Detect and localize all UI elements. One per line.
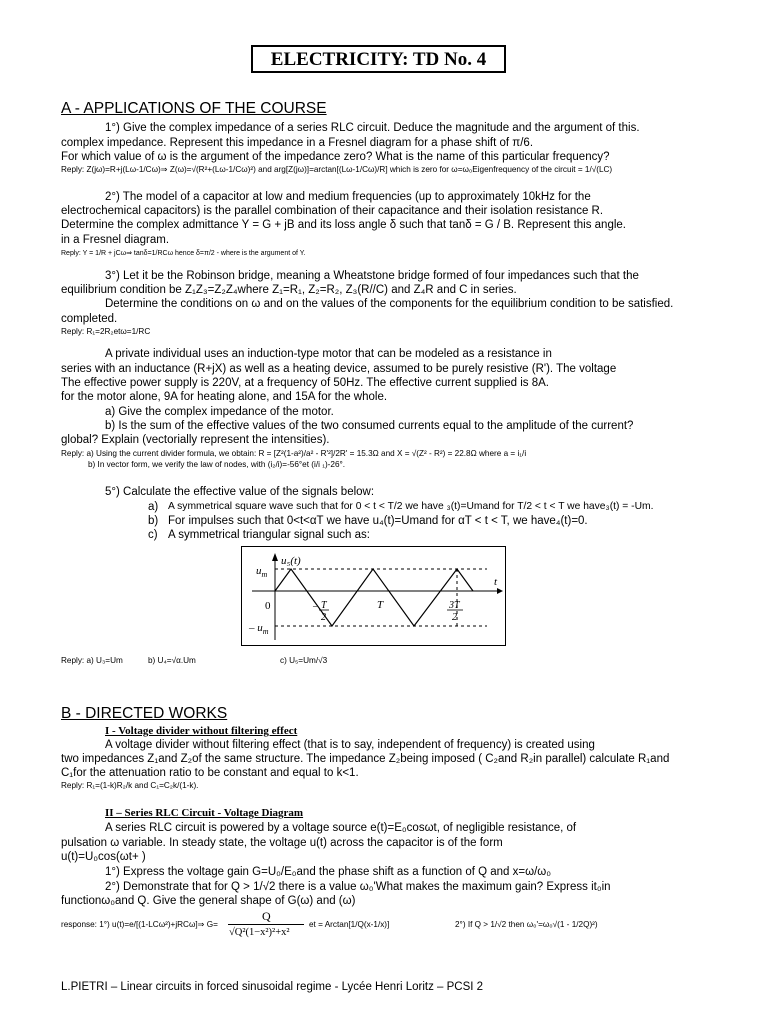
q3-line2: equilibrium condition be Z₁Z₃=Z₂Z₄where Z₁=R₁, Z₂=R₂, Z₃(R//C) and Z₄R and C in series. — [61, 284, 517, 296]
q4-line6: b) Is the sum of the effective values of the two consumed currents equal to the amplitude of the current? — [105, 420, 634, 432]
sub1-reply: Reply: R₁=(1-k)R₂/k and C₁=C₂k/(1-k). — [61, 781, 199, 790]
q2-line3: Determine the complex admittance Y = G + jB and its loss angle δ such that tanδ = G / B. Represent this angle. — [61, 219, 626, 231]
q5-a-label: a) — [148, 501, 159, 513]
sub1-title: I - Voltage divider without filtering effect — [105, 725, 298, 737]
triangular-wave — [275, 569, 473, 626]
gain-numerator: Q — [262, 909, 271, 923]
q4-line1: A private individual uses an induction-type motor that can be modeled as a resistance in — [105, 348, 552, 360]
q3-line1: 3°) Let it be the Robinson bridge, meaning a Wheatstone bridge formed of four impedances such that the — [105, 270, 639, 282]
footer: L.PIETRI – Linear circuits in forced sinusoidal regime - Lycée Henri Loritz – PCSI 2 — [61, 981, 484, 993]
sub2-line3: u(t)=U₀cos(ωt+ ) — [61, 851, 146, 863]
sub2-response-2: 2°) If Q > 1/√2 then ω₀'=ω₀√(1 - 1/2Q)²) — [455, 920, 598, 929]
q1-reply: Reply: Z(jω)=R+j(Lω-1/Cω)⇒ Z(ω)=√(R²+(Lω-1/Cω)²) and arg[Z(jω)]=arctan[(Lω-1/Cω)/R] which is zero for ω=ω₀Eigenfrequency of the circuit = 1/√(LC) — [61, 165, 613, 174]
sub2-line5: 2°) Demonstrate that for Q > 1/√2 there is a value ω₀'What makes the maximum gain? Express it₀in — [105, 881, 611, 893]
q4-line5: a) Give the complex impedance of the motor. — [105, 406, 334, 418]
q2-reply: Reply: Y = 1/R + jCω⇒ tanδ=1/RCω hence δ=π/2 - where is the argument of Y. — [61, 250, 306, 257]
q5-b-label: b) — [148, 515, 159, 527]
q5-reply-b: b) U₄=√α.Um — [148, 656, 196, 665]
tick-neg-T2-den: 2 — [321, 612, 326, 623]
q3-line4: completed. — [61, 313, 118, 325]
triangular-signal-graph — [241, 546, 506, 646]
page-title: ELECTRICITY: TD No. 4 — [251, 45, 506, 73]
q5-b-text: For impulses such that 0<t<αT we have u₄(t)=Umand for αT < t < T, we have₄(t)=0. — [168, 515, 588, 527]
triangular-signal-plot — [242, 547, 505, 645]
origin-label: 0 — [265, 600, 271, 612]
q1-line3: For which value of ω is the argument of the impedance zero? What is the name of this particular frequency? — [61, 151, 610, 163]
q5-reply-c: c) U₅=Um/√3 — [280, 656, 328, 665]
sub1-line1: A voltage divider without filtering effect (that is to say, independent of frequency) is created using — [105, 739, 595, 751]
sub2-line2: pulsation ω variable. In steady state, the voltage u(t) across the capacitor is of the form — [61, 837, 503, 849]
q4-line7: global? Explain (vectorially represent the intensities). — [61, 434, 330, 446]
neg-um-label: – $u_m$ — [249, 622, 269, 636]
sub1-line2: two impedances Z₁and Z₂of the same structure. The impedance Z₂being imposed ( C₂and R₂in parallel) calculate R₁and — [61, 753, 670, 765]
tick-neg-T2-sign: – — [313, 601, 318, 612]
section-a-heading: A - APPLICATIONS OF THE COURSE — [61, 100, 327, 117]
y-axis-arrow — [272, 553, 278, 561]
q1-line1: 1°) Give the complex impedance of a series RLC circuit. Deduce the magnitude and the argument of this. — [105, 122, 640, 134]
q5-a-text: A symmetrical square wave such that for 0 < t < T/2 we have ₃(t)=Umand for T/2 < t < T we have₃(t) = -Um. — [168, 501, 654, 512]
t-axis-arrow — [497, 588, 503, 594]
q2-line4: in a Fresnel diagram. — [61, 234, 170, 246]
gain-denominator: √Q²(1−x²)²+x² — [229, 927, 290, 938]
q4-line3: The effective power supply is 220V, at a frequency of 50Hz. The effective current supplied is 8A. — [61, 377, 549, 389]
tick-3T2-num: 3T — [449, 600, 460, 611]
um-label: $u_m$ — [256, 565, 268, 579]
sub2-line6: functionω₀and Q. Give the general shape of G(ω) and (ω) — [61, 895, 356, 907]
q4-reply-b: b) In vector form, we verify the law of nodes, with (i₂/i)=-56°et (i/i ₁)-26°. — [88, 460, 346, 469]
sub2-line4: 1°) Express the voltage gain G=U₀/E₀and the phase shift as a function of Q and x=ω/ω₀ — [105, 866, 552, 878]
q5-line1: 5°) Calculate the effective value of the signals below: — [105, 486, 375, 498]
q1-line2: complex impedance. Represent this impedance in a Fresnel diagram for a phase shift of π/6. — [61, 137, 534, 149]
gain-fraction-bar — [228, 924, 304, 925]
tick-T: T — [377, 599, 384, 611]
q2-line1: 2°) The model of a capacitor at low and medium frequencies (up to approximately 10kHz for the — [105, 191, 591, 203]
t-axis-label: t — [494, 576, 498, 588]
section-b-heading: B - DIRECTED WORKS — [61, 705, 228, 722]
sub2-response-lead: response: 1°) u(t)=e/[(1-LCω²)+jRCω]⇒ G= — [61, 920, 218, 929]
q4-line4: for the motor alone, 9A for heating alone, and 15A for the whole. — [61, 391, 388, 403]
tick-3T2-den: 2 — [452, 612, 457, 623]
q3-line3: Determine the conditions on ω and on the values of the components for the equilibrium condition to be satisfied. — [105, 298, 674, 310]
q4-reply-a: Reply: a) Using the current divider formula, we obtain: R = [Z²(1-a²)/a² - R'²]/2R' = 15.3Ω and X = √(Z² - R²) = 22.8Ω where a = i₁/i — [61, 449, 527, 458]
q2-line2: electrochemical capacitors) is the parallel combination of their capacitance and their isolation resistance R. — [61, 205, 604, 217]
y-axis-label: u₅(t) — [281, 555, 301, 567]
sub2-title: II – Series RLC Circuit - Voltage Diagram — [105, 807, 304, 819]
q3-reply: Reply: R₁=2R₂etω=1/RC — [61, 327, 151, 336]
q4-line2: series with an inductance (R+jX) as well as a heating device, assumed to be purely resistive (R'). The voltage — [61, 363, 617, 375]
q5-reply-a: Reply: a) U₃=Um — [61, 656, 123, 665]
sub2-response-phase: et = Arctan[1/Q(x-1/x)] — [309, 920, 390, 929]
q5-c-text: A symmetrical triangular signal such as: — [168, 529, 370, 541]
q5-c-label: c) — [148, 529, 158, 541]
sub2-line1: A series RLC circuit is powered by a voltage source e(t)=E₀cosωt, of negligible resistance, of — [105, 822, 577, 834]
tick-neg-T2-num: T — [321, 600, 327, 611]
sub1-line3: C₁for the attenuation ratio to be constant and equal to k<1. — [61, 767, 359, 779]
